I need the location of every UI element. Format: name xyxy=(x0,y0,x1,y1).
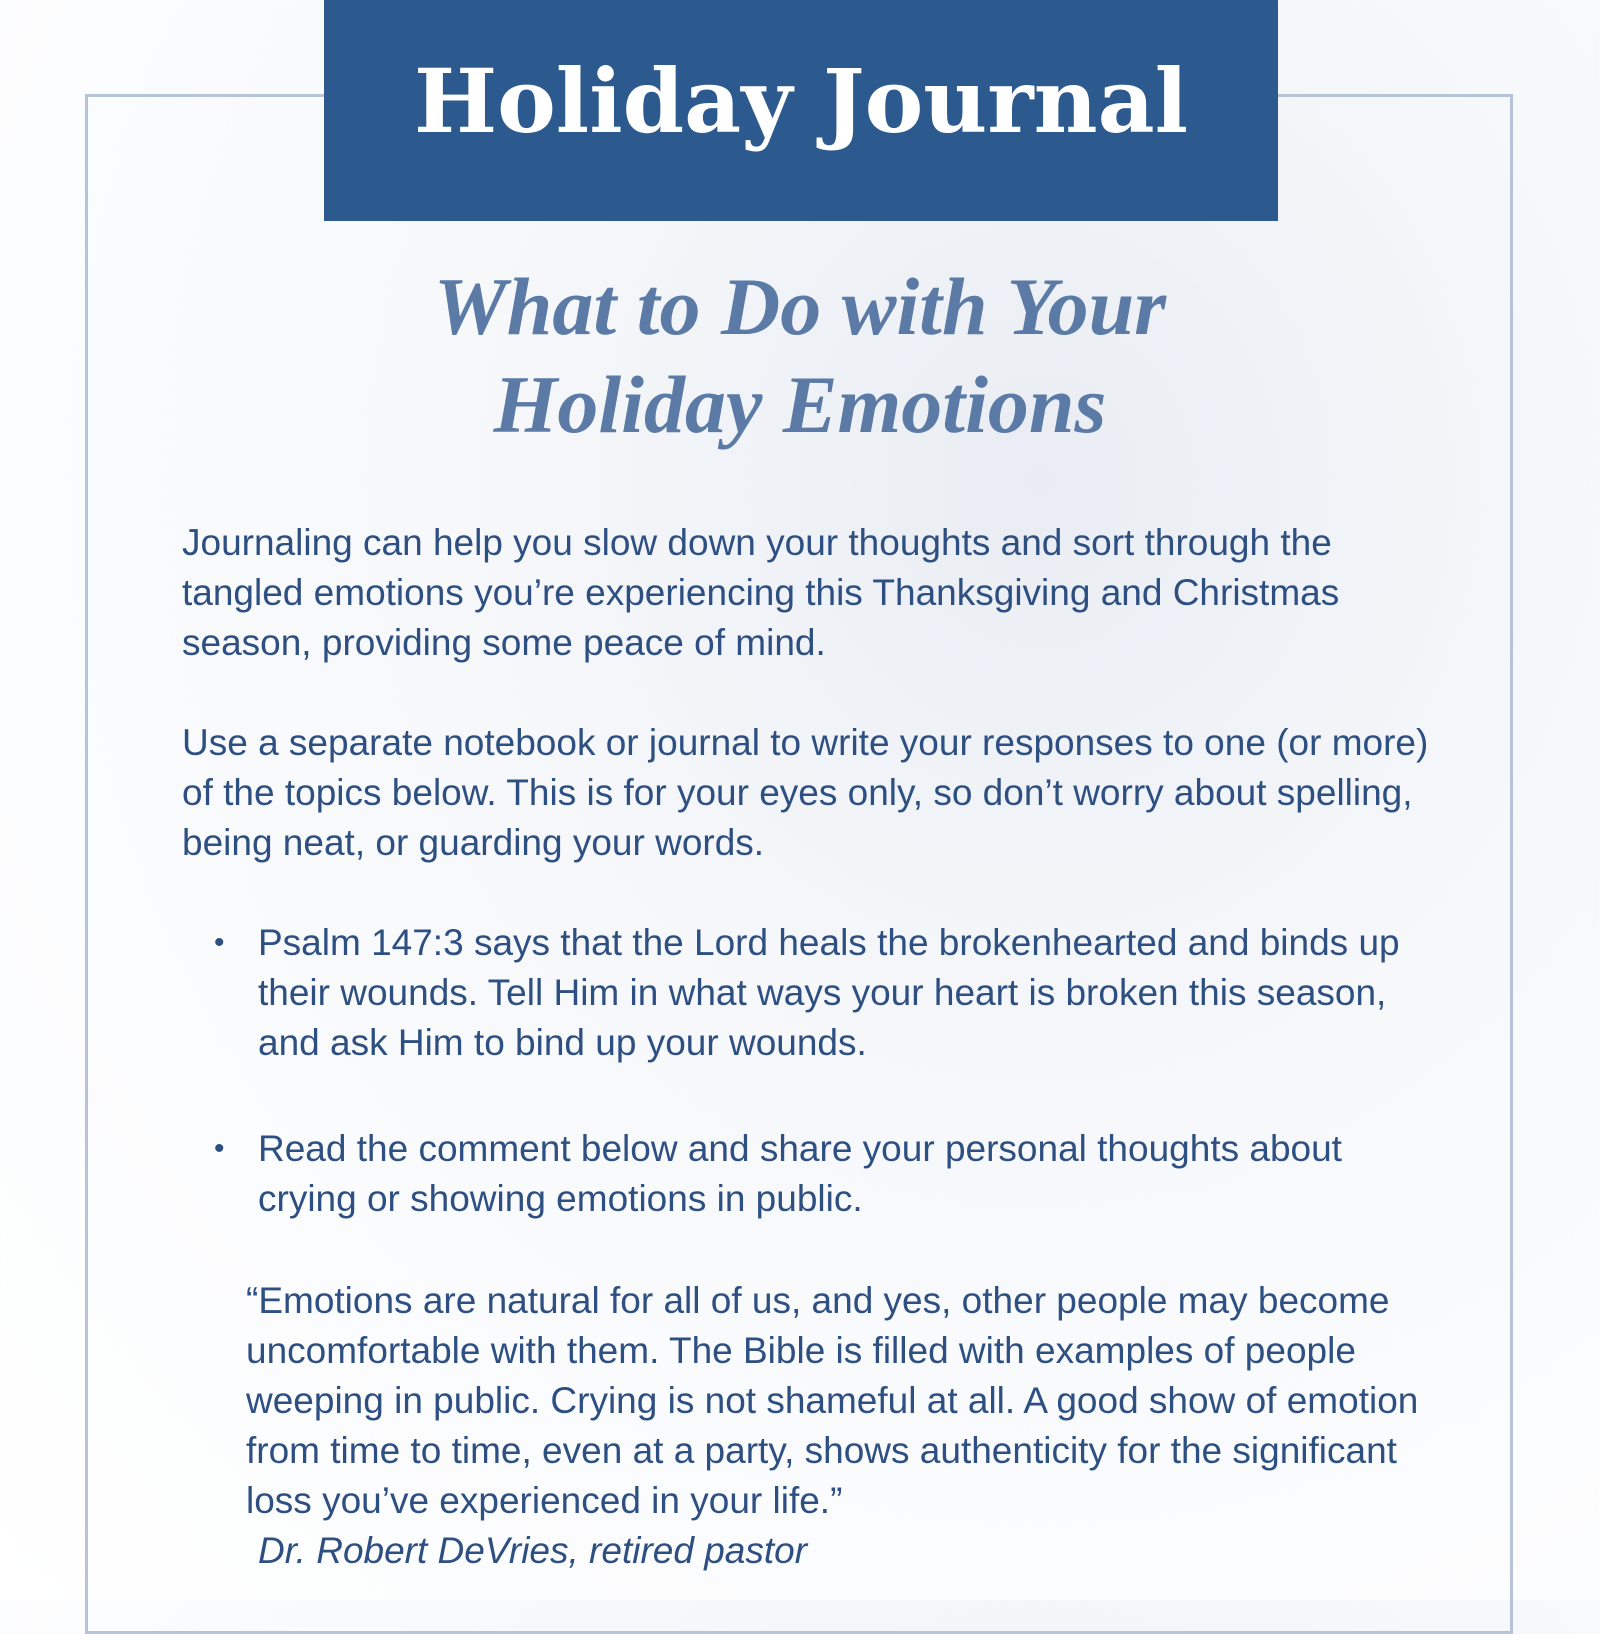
instructions-paragraph: Use a separate notebook or journal to write your responses to one (or more) of the topics below. This is for your eyes only, so don’t worry about spelling, being neat, or guarding your words. xyxy=(182,722,1429,863)
topic-list xyxy=(182,918,1432,1224)
list-item xyxy=(182,1124,1432,1224)
topic-text: Psalm 147:3 says that the Lord heals the brokenhearted and binds up their wounds. Tell Him in what ways your heart is broken this season, and ask Him to bind up your wounds. xyxy=(258,922,1400,1063)
subtitle-line-2: Holiday Emotions xyxy=(493,359,1107,450)
subtitle-line-1: What to Do with Your xyxy=(433,261,1167,352)
subtitle xyxy=(0,258,1600,454)
intro-paragraph: Journaling can help you slow down your thoughts and sort through the tangled emotions you’re experiencing this Thanksgiving and Christmas season, providing some peace of mind. xyxy=(182,522,1340,663)
quote-attribution: Dr. Robert DeVries, retired pastor xyxy=(258,1530,808,1571)
title-banner xyxy=(324,0,1278,221)
bullet-icon: • xyxy=(214,1132,225,1165)
quote-text: “Emotions are natural for all of us, and yes, other people may become uncomfortable with them. The Bible is filled with examples of people weeping in public. Crying is not shameful at all. A good show of emotion from time to time, even at a party, shows authenticity for the significant loss you’ve experienced in your life.” xyxy=(246,1280,1419,1521)
page-title: Holiday Journal xyxy=(413,48,1189,153)
article-body xyxy=(182,518,1432,1576)
list-item xyxy=(182,918,1432,1068)
bullet-icon: • xyxy=(214,926,225,959)
topic-text: Read the comment below and share your personal thoughts about crying or showing emotions in public. xyxy=(258,1128,1342,1219)
